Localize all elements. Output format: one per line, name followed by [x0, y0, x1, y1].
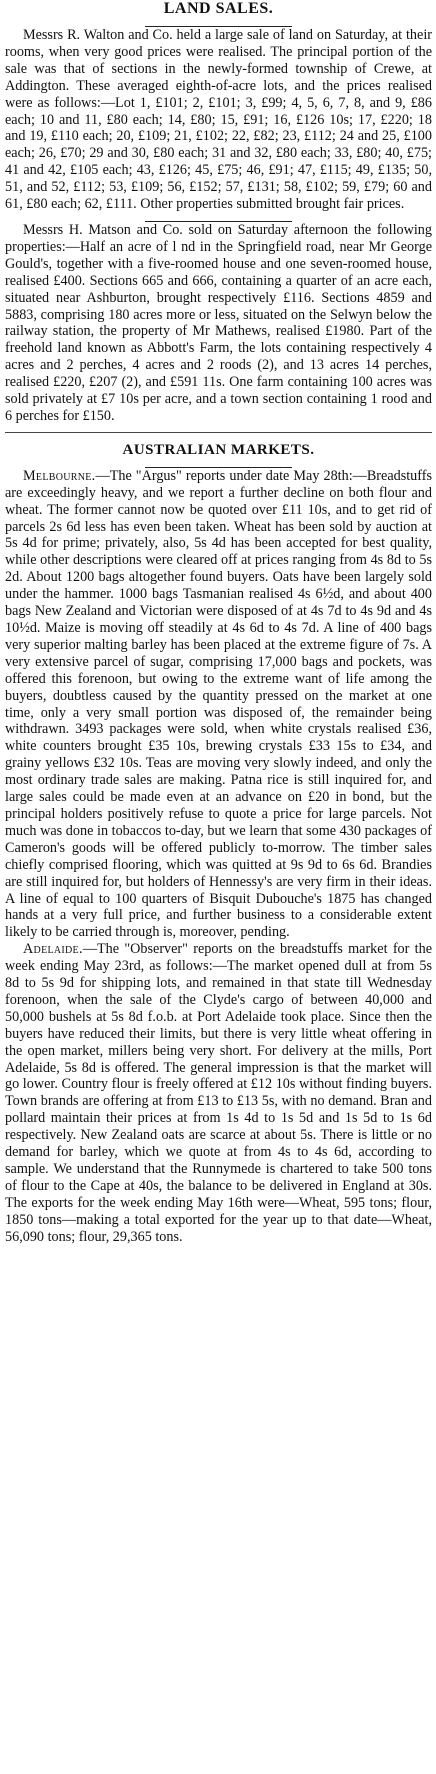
adelaide-dateline: Adelaide. [23, 941, 83, 958]
melbourne-paragraph [5, 468, 432, 941]
adelaide-report-text: —The "Observer" reports on the breadstuffs market for the week ending May 23rd, as follows:—The market opened dull at from 5s 8d to 5s 9d for shipping lots, and remained in that state till Wednesday forenoon, when the sale of the Clyde's cargo of between 40,000 and 50,000 bushels at 5s 8d f.o.b. at Port Adelaide took place. Since then the buyers have reduced their limits, but there is very little wheat offering in the open market, millers being very short. For delivery at the mills, Port Adelaide, 5s 8d is offered. The general impression is that the market will go lower. Country flour is freely offered at £12 10s without finding buyers. Town brands are offering at from £13 to £13 5s, with no demand. Bran and pollard maintain their prices at from 1s 4d to 1s 5d and 1s 5d to 1s 6d respectively. New Zealand oats are scarce at about 5s. There is little or no demand for barley, which we quote at from 4s to 4s 6d, according to sample. We understand that the Runnymede is chartered to take 500 tons of flour to the Cape at 40s, the balance to be delivered in England at 30s. The exports for the week ending May 16th were—Wheat, 595 tons; flour, 1850 tons—making a total exported for the year up to that date—Wheat, 56,090 tons; flour, 29,365 tons. [5, 941, 432, 1245]
walton-sale-paragraph: Messrs R. Walton and Co. held a large sale of land on Saturday, at their rooms, when very good prices were realised. The principal portion of the sale was that of sections in the newly-formed township of Crewe, at Addington. These averaged eighth-of-acre lots, and the prices realised were as follows:—Lot 1, £101; 2, £101; 3, £99; 4, 5, 6, 7, 8, and 9, £86 each; 10 and 11, £80 each; 14, £80; 15, £91; 16, £126 10s; 17, £220; 18 and 19, £110 each; 20, £109; 21, £102; 22, £82; 23, £112; 24 and 25, £100 each; 26, £70; 29 and 30, £80 each; 31 and 32, £80 each; 33, £80; 40, £75; 41 and 42, £105 each; 43, £126; 45, £75; 46, £91; 47, £115; 49, £135; 50, 51, and 52, £112; 53, £109; 56, £152; 57, £131; 58, £102; 59, £79; 60 and 61, £80 each; 62, £111. Other properties submitted brought fair prices. [5, 27, 432, 213]
adelaide-paragraph [5, 941, 432, 1245]
australian-markets-heading: AUSTRALIAN MARKETS. [122, 441, 315, 458]
melbourne-dateline: Melbourne. [23, 467, 96, 484]
melbourne-report-text: —The "Argus" reports under date May 28th:—Breadstuffs are exceedingly heavy, and we report a further decline on both flour and wheat. The former cannot now be quoted over £11 10s, and to get rid of parcels 2s 6d less has even been taken. Wheat has been sold by auction at 5s 4d for prime; privately, also, 5s 4d has been accepted for best quality, while other descriptions were cleared off at prices ranging from 4s 8d to 5s 2d. About 1200 bags altogether found buyers. Oats have been largely sold under the hammer. 1000 bags Tasmanian realised 4s 6½d, and about 400 bags New Zealand and Victorian were disposed of at 4s 7d to 4s 9d and 4s 10½d. Maize is moving off steadily at 4s 6d to 4s 7d. A line of 400 bags very superior malting barley has been placed at the extreme figure of 7s. A very extensive parcel of sugar, comprising 17,000 bags and pockets, was offered this forenoon, but owing to the extreme want of life among the buyers, doubtless caused by the quantity pressed on the market at one time, only a very small portion was disposed of, the remainder being withdrawn. 3493 packages were sold, when white crystals realised £36, white counters brought £35 10s, brewing crystals £33 15s to £34, and grainy yellows £32 10s. Teas are moving very slowly indeed, and only the most ordinary trade sales are making. Patna rice is still inquired for, and large sales could be made even at an advance on £20 in bond, but the principal holders positively refuse to quote a price for large parcels. Not much was done in tobaccos to-day, but we learn that some 430 packages of Cameron's goods will be offered publicly to-morrow. The timber sales chiefly comprised flooring, which was quitted at 9s 9d to 6s 6d. Brandies are still inquired for, but holders of Hennessy's are very firm in their ideas. A line of equal to 100 quarters of Bisquit Dubouche's 1875 has changed hands at a very full price, and further business to a considerable extent likely to be carried through is, moreover, pending. [5, 467, 432, 941]
article-divider [5, 432, 432, 433]
land-sales-heading: LAND SALES. [163, 0, 274, 17]
matson-sale-paragraph: Messrs H. Matson and Co. sold on Saturday afternoon the following properties:—Half an acre of l nd in the Springfield road, near Mr George Gould's, together with a five-roomed house and one seven-roomed house, realised £400. Sections 665 and 666, containing a quarter of an acre each, situated near Ashburton, brought respectively £116. Sections 4859 and 5883, comprising 180 acres more or less, situated on the Selwyn below the railway station, the property of Mr Mathews, realised £1980. Part of the freehold land known as Abbott's Farm, the lots containing respectively 4 acres and 2 perches, 4 acres and 2 roods (2), and 13 acres 14 perches, realised £220, £207 (2), and £591 11s. One farm containing 100 acres was sold privately at £7 10s per acre, and a town section containing 1 rood and 6 perches for £150. [5, 221, 432, 424]
